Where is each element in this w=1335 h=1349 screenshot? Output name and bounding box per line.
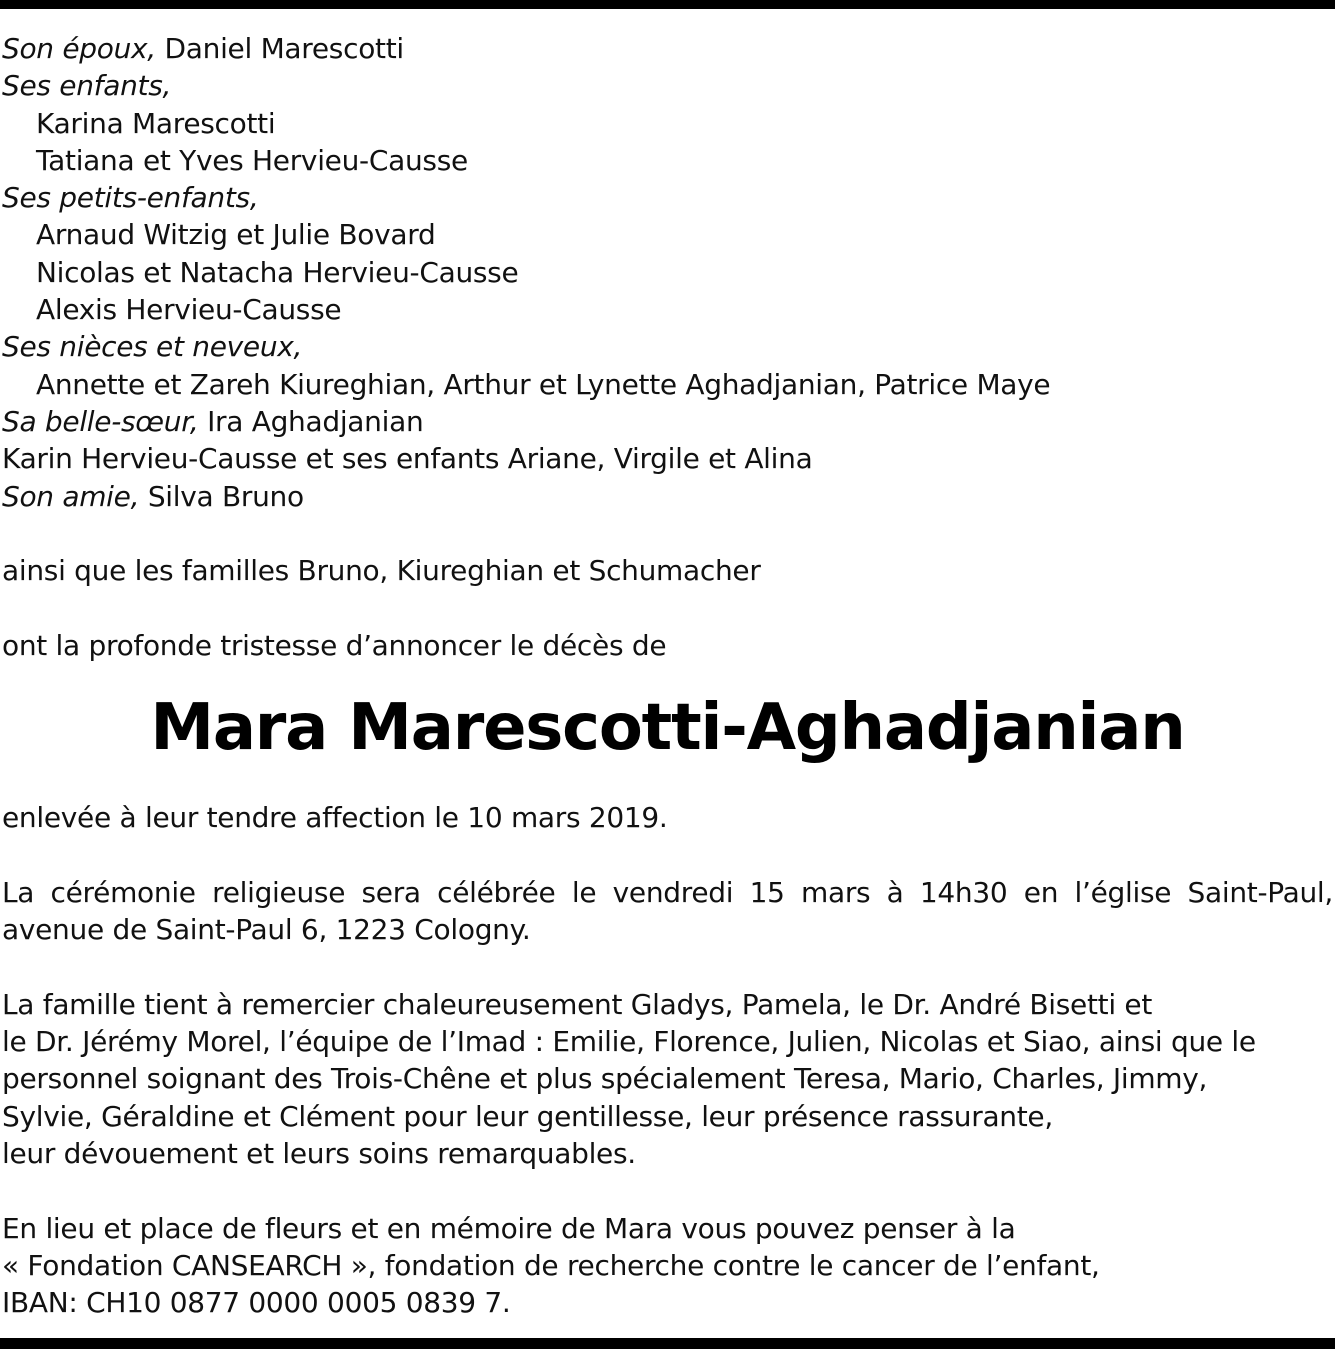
deceased-name: Mara Marescotti-Aghadjanian [150, 691, 1185, 765]
spacer [2, 1172, 1333, 1210]
grandchild-entry: Alexis Hervieu-Causse [36, 293, 342, 327]
sister-in-law-line [2, 403, 1333, 440]
grandchildren-label: Ses petits-enfants, [2, 181, 259, 215]
donation-line: En lieu et place de fleurs et en mémoire de Mara vous pouvez penser à la [2, 1211, 1016, 1245]
friend-line [2, 478, 1333, 515]
spacer [2, 948, 1333, 986]
notice-body [2, 799, 1333, 1322]
nieces-entry: Annette et Zareh Kiureghian, Arthur et Lynette Aghadjanian, Patrice Maye [36, 367, 1051, 401]
spouse-label: Son époux, [2, 32, 156, 65]
thanks-line: La famille tient à remercier chaleureusement Gladys, Pamela, le Dr. André Bisetti et [2, 987, 1153, 1021]
spouse-line [2, 30, 1333, 67]
child-entry: Tatiana et Yves Hervieu-Causse [36, 143, 468, 177]
children-label: Ses enfants, [2, 69, 172, 103]
spacer [2, 515, 1333, 553]
announcement-line: ont la profonde tristesse d’annoncer le décès de [2, 629, 667, 663]
thanks-line: Sylvie, Géraldine et Clément pour leur gentillesse, leur présence rassurante, [2, 1099, 1053, 1133]
friend-label: Son amie, [2, 479, 140, 513]
thanks-line: personnel soignant des Trois-Chêne et plus spécialement Teresa, Mario, Charles, Jimmy, [2, 1062, 1208, 1096]
bottom-rule [0, 1338, 1335, 1349]
friend-name: Silva Bruno [147, 479, 304, 513]
donation-line: « Fondation CANSEARCH », fondation de recherche contre le cancer de l’enfant, [2, 1249, 1100, 1283]
spacer [2, 590, 1333, 628]
top-rule [0, 0, 1335, 9]
ceremony-line-2: avenue de Saint-Paul 6, 1223 Cologny. [2, 913, 531, 947]
other-relative-line: Karin Hervieu-Causse et ses enfants Ariane, Virgile et Alina [2, 442, 813, 476]
sister-in-law-name: Ira Aghadjanian [207, 404, 424, 438]
death-line: enlevée à leur tendre affection le 10 mars 2019. [2, 801, 668, 834]
family-list [2, 30, 1333, 664]
grandchild-entry: Arnaud Witzig et Julie Bovard [36, 218, 436, 252]
spouse-name: Daniel Marescotti [164, 32, 404, 65]
grandchild-entry: Nicolas et Natacha Hervieu-Causse [36, 255, 519, 289]
spacer [2, 836, 1333, 874]
sister-in-law-label: Sa belle-sœur, [2, 404, 199, 438]
thanks-line: le Dr. Jérémy Morel, l’équipe de l’Imad : Emilie, Florence, Julien, Nicolas et Siao, ainsi que le [2, 1025, 1256, 1059]
families-line: ainsi que les familles Bruno, Kiureghian et Schumacher [2, 554, 761, 588]
ceremony-line-1: La cérémonie religieuse sera célébrée le vendredi 15 mars à 14h30 en l’église Saint-Paul, [2, 875, 1333, 909]
child-entry: Karina Marescotti [36, 106, 276, 140]
nieces-label: Ses nièces et neveux, [2, 330, 303, 364]
thanks-line: leur dévouement et leurs soins remarquables. [2, 1137, 636, 1171]
iban-line: IBAN: CH10 0877 0000 0005 0839 7. [2, 1286, 511, 1320]
